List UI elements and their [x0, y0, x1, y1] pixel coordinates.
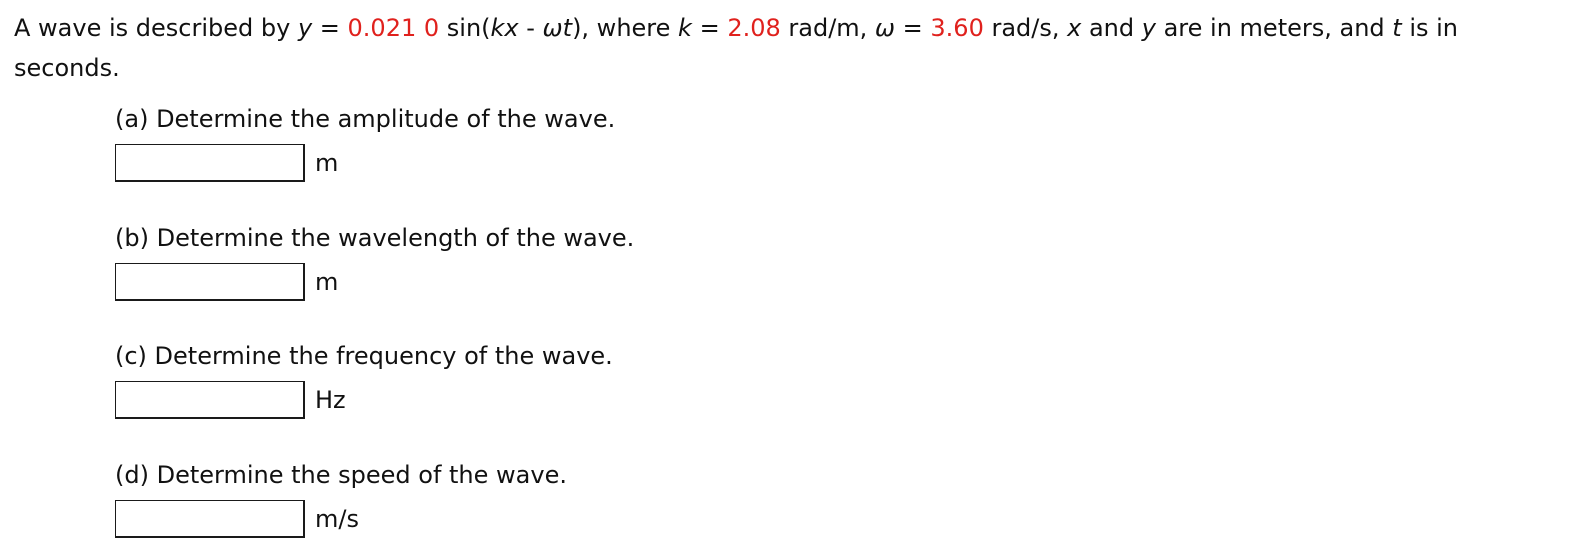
part-b-unit: m [315, 268, 339, 296]
omega-given-value: 3.60 [930, 14, 984, 42]
wavelength-answer-input[interactable] [115, 263, 305, 301]
part-c-unit: Hz [315, 386, 346, 414]
variable-kx: kx [490, 14, 519, 42]
amplitude-answer-input[interactable] [115, 144, 305, 182]
part-c-question: (c) Determine the frequency of the wave. [115, 342, 613, 370]
variable-omega: ω [874, 14, 896, 42]
problem-text: = [312, 14, 348, 42]
problem-text: is in [1401, 14, 1459, 42]
part-d-question: (d) Determine the speed of the wave. [115, 461, 567, 489]
part-b-question: (b) Determine the wavelength of the wave. [115, 224, 635, 252]
k-given-value: 2.08 [727, 14, 781, 42]
problem-line-1 [14, 8, 1579, 48]
part-b-answer-row [115, 263, 634, 301]
part-a-unit: m [315, 149, 339, 177]
part-c [115, 340, 613, 419]
part-b [115, 222, 634, 301]
variable-omega-t: ωt [542, 14, 573, 42]
part-a-question: (a) Determine the amplitude of the wave. [115, 105, 616, 133]
problem-text: and [1081, 14, 1142, 42]
variable-y: y [1141, 14, 1156, 42]
problem-text: sin( [439, 14, 491, 42]
frequency-answer-input[interactable] [115, 381, 305, 419]
problem-text: A wave is described by [14, 14, 298, 42]
problem-statement [14, 8, 1579, 88]
problem-text: rad/s, [983, 14, 1068, 42]
variable-t: t [1392, 14, 1402, 42]
variable-k: k [678, 14, 692, 42]
variable-y: y [297, 14, 313, 42]
problem-text: = [895, 14, 931, 42]
problem-text: = [691, 14, 728, 42]
part-d-answer-row [115, 500, 567, 538]
part-a [115, 103, 615, 182]
speed-answer-input[interactable] [115, 500, 305, 538]
problem-text: - [518, 14, 543, 42]
part-d-unit: m/s [315, 505, 359, 533]
part-d [115, 459, 567, 538]
problem-text: ), where [572, 14, 679, 42]
part-a-answer-row [115, 144, 615, 182]
problem-text: rad/m, [780, 14, 875, 42]
part-c-answer-row [115, 381, 613, 419]
variable-x: x [1067, 14, 1082, 42]
amplitude-given-value: 0.021 0 [347, 14, 440, 42]
problem-text: are in meters, and [1155, 14, 1393, 42]
problem-line-2: seconds. [14, 54, 120, 82]
